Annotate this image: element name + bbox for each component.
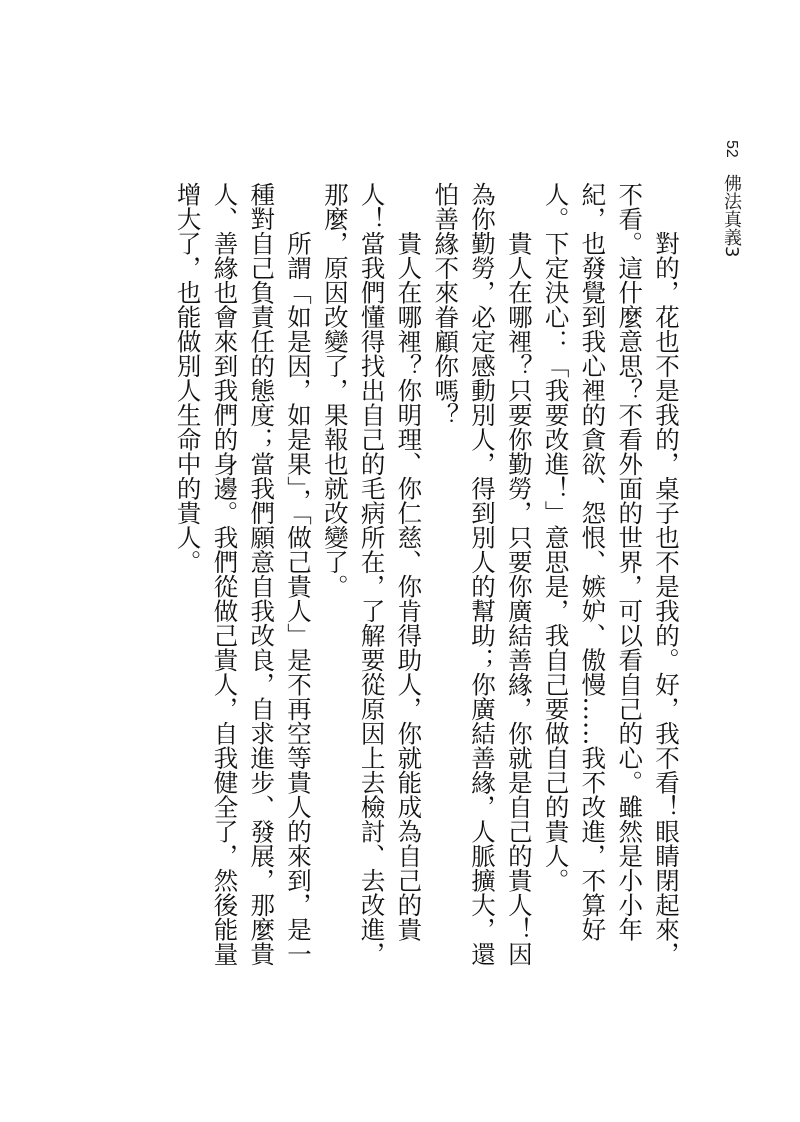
paragraph-1: 對的，花也不是我的，桌子也不是我的。好，我不看！眼睛閉起來，不看。這什麼意思？不看外面的世界，可以看自己的心。雖然是小小年紀，也發覺到我心裡的貪欲、怨恨、嫉妒、傲慢……我不改進，不算好人。下定決心：「我要改進！」意思是，我自己要做自己的貴人。 xyxy=(541,182,681,966)
page-number: 52 xyxy=(723,140,740,158)
paragraph-3: 貴人在哪裡？你明理、你仁慈、你肯得助人，你就能成為自己的貴人！當我們懂得找出自己的毛病所在，了解要從原因上去檢討、去改進，那麼，原因改變了，果報也就改變了。 xyxy=(320,182,424,966)
book-title: 佛法真義3 xyxy=(721,173,742,257)
paragraph-4: 所謂「如是因，如是果」，「做己貴人」是不再空等貴人的來到，是一種對自己負責任的態度；當我們願意自我改良，自求進步、發展，那麼貴人、善緣也會來到我們的身邊。我們從做己貴人，自我健全了，然後能量增大了，也能做別人生命中的貴人。 xyxy=(173,182,314,966)
running-header xyxy=(714,140,748,310)
body-text xyxy=(168,182,684,982)
paragraph-2: 貴人在哪裡？只要你勤勞，只要你廣結善緣，你就是自己的貴人！因為你勤勞，必定感動別人，得到別人的幫助；你廣結善緣，人脈擴大，還怕善緣不來眷顧你嗎？ xyxy=(431,182,534,966)
